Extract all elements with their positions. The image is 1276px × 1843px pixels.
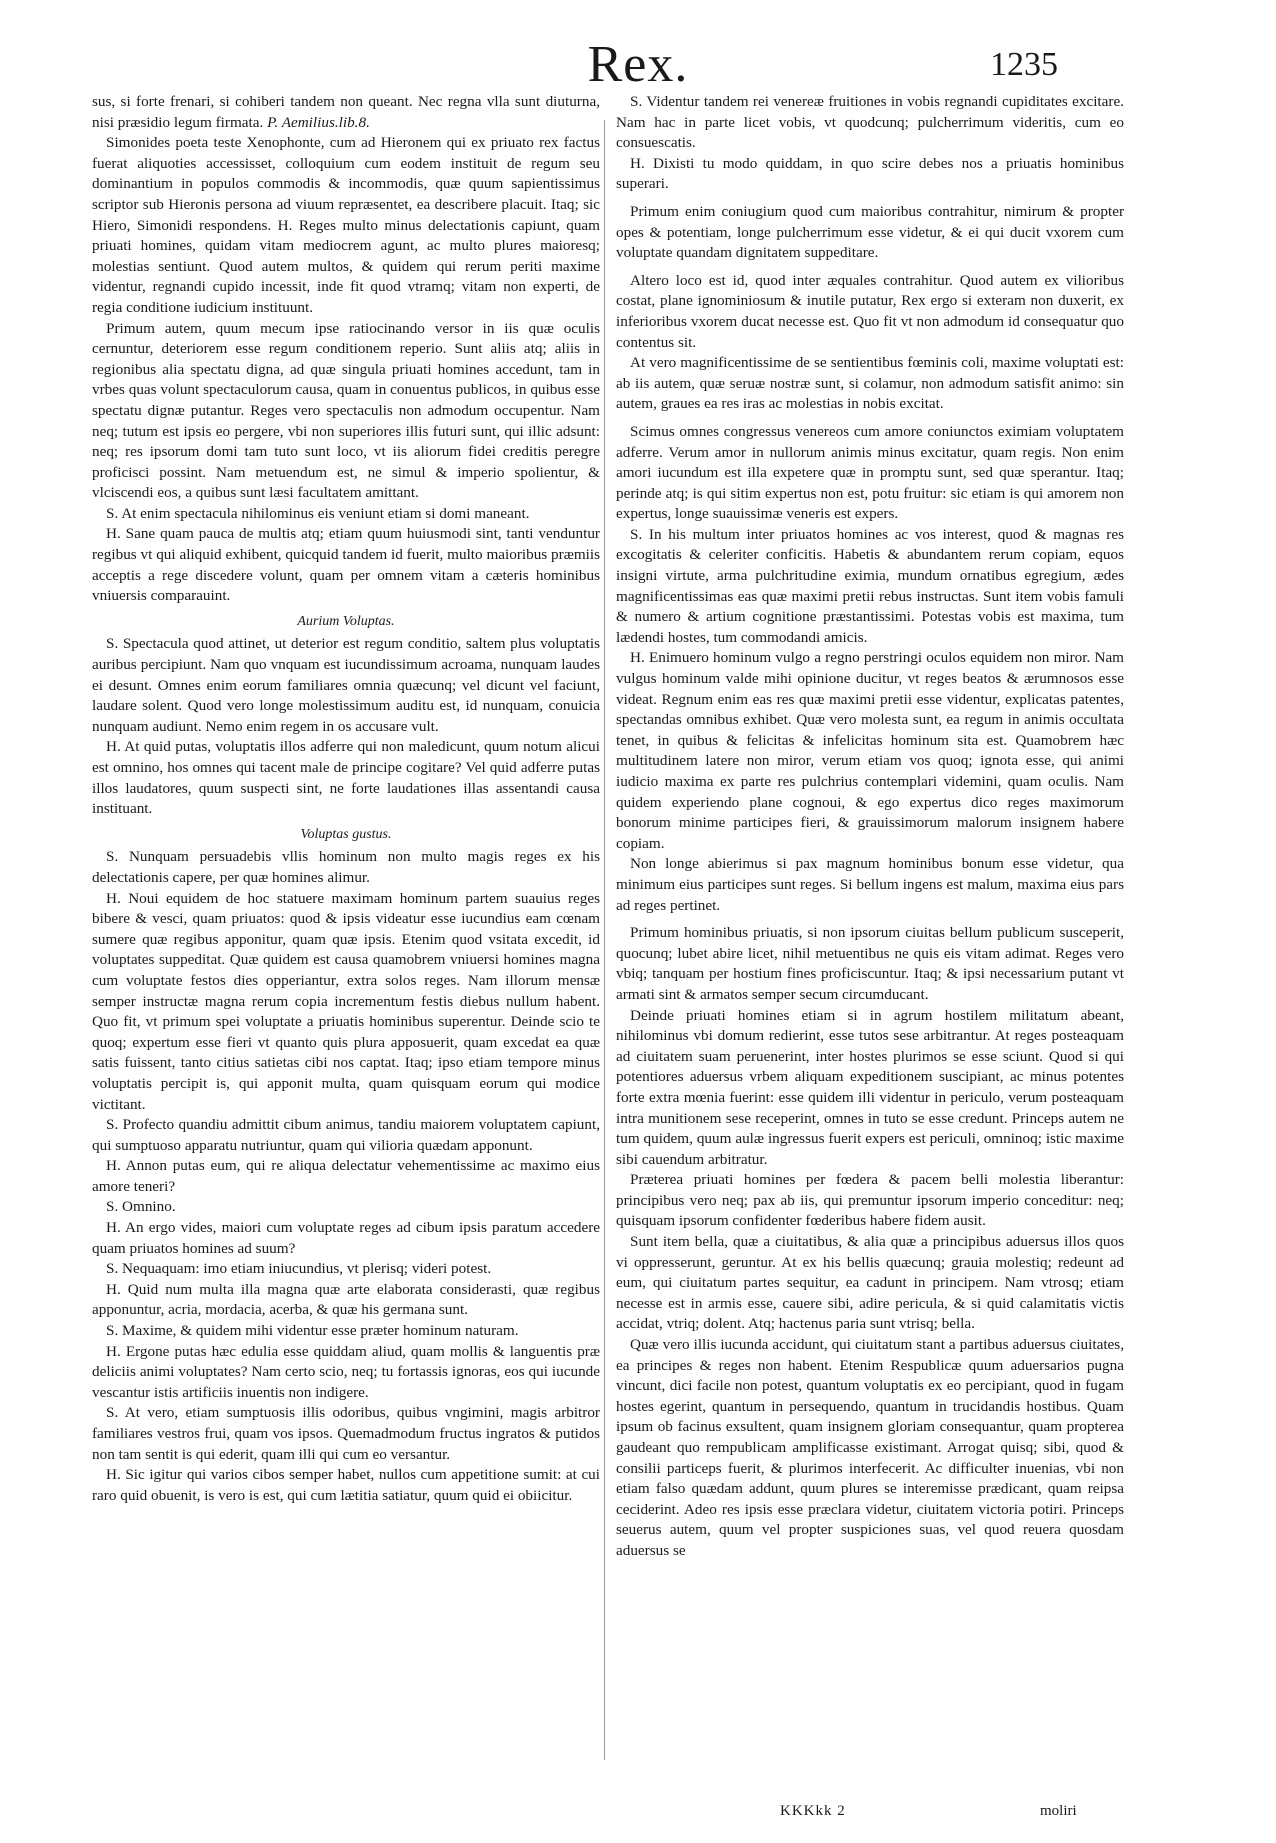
paragraph: Scimus omnes congressus venereos cum amore coniunctos eximiam voluptatem adferre. Verum amor in nullorum animis minus excitatur, quam regis. Non enim amori iucundum est illa expetere quæ in promptu sunt, sed quæ sperantur. Itaq; perinde atq; is qui sitim expertus non est, potu fruitur: sic etiam is qui amorem non expertus, longe suauissimæ veneris est expers. <box>616 422 1124 523</box>
paragraph: H. At quid putas, voluptatis illos adferre qui non maledicunt, quum notum alicui est omnino, hos omnes qui tacent male de principe cogitare? Vel quid adferre putas illos laudatores, quum suspecti sint, ne forte laudationes illas assentandi causa instituant. <box>92 738 600 818</box>
paragraph: H. An ergo vides, maiori cum voluptate reges ad cibum ipsis paratum accedere quam priuatos homines ad suum? <box>92 1219 600 1257</box>
paragraph: S. Profecto quandiu admittit cibum animus, tandiu maiorem voluptatem capiunt, qui sumptuoso apparatu nutriuntur, quam qui vilioria quædam apponunt. <box>92 1116 600 1154</box>
paragraph: H. Enimuero hominum vulgo a regno perstringi oculos equidem non miror. Nam vulgus hominum valde mihi opinione ducitur, vt reges beatos & ærumnosos esse videat. Regnum enim eas res quæ maximi pretii esse videntur, explicatas patentes, spectandas omnibus exhibet. Quæ vero molesta sunt, ea regum in animis occultata tenet, in quibus & felicitas & infelicitas hominum sita est. Quamobrem hæc multitudinem latere non miror, verum etiam vos quoq; ignota esse, qui animi iudicio maxima ex parte res pulchrius contemplari videmini, quam oculis. Nam quidem experiendo plane cognoui, & ego expertus dico reges maximorum bonorum minime participes fieri, & grauissimorum malorum insignem habere copiam. <box>616 649 1124 852</box>
section-heading: Voluptas gustus. <box>300 826 392 842</box>
paragraph: Non longe abierimus si pax magnum hominibus bonum esse videtur, qua minimum eius participes sunt reges. Si bellum ingens est malum, maxima eius pars ad reges pertinet. <box>616 855 1124 914</box>
paragraph: H. Annon putas eum, qui re aliqua delectatur vehementissime ac maximo eius amore teneri? <box>92 1157 600 1195</box>
paragraph: S. Omnino. <box>106 1198 176 1216</box>
signature-mark: KKKkk 2 <box>780 1803 846 1819</box>
paragraph: Primum enim coniugium quod cum maioribus contrahitur, nimirum & propter opes & potentiam, longe pulcherrimum esse videtur, & ei qui ducit vxorem cum voluptate quandam dignitatem suppeditare. <box>616 202 1124 262</box>
paragraph: At vero magnificentissime de se sentientibus fœminis coli, maxime voluptati est: ab iis autem, quæ seruæ nostræ sunt, si colamur, non admodum satisfit animo: sin autem, graues ea res iras ac molestias in nobis excitat. <box>616 354 1124 413</box>
page-header <box>0 30 1276 100</box>
right-column <box>616 92 1124 1562</box>
paragraph: H. Sic igitur qui varios cibos semper habet, nullos cum appetitione sumit: at cui raro quid obuenit, is vero is est, qui cum lætitia satiatur, quum quid ei obiicitur. <box>92 1466 600 1504</box>
paragraph: S. At enim spectacula nihilominus eis veniunt etiam si domi maneant. <box>106 504 530 522</box>
paragraph: Altero loco est id, quod inter æquales contrahitur. Quod autem ex vilioribus costat, plane ignominiosum & inutile putatur, Rex ergo si exteram non duxerit, ex inferioribus vxorem ducat necesse est. Quo fit vt non admodum id consequatur quo contentus sit. <box>616 271 1124 351</box>
paragraph: Præterea priuati homines per fœdera & pacem belli molestia liberantur: principibus vero neq; pax ab iis, qui premuntur ipsorum imperio conceditur: neq; quisquam ipsorum confidenter fœderibus habere fidem ausit. <box>616 1171 1124 1230</box>
section-heading: Aurium Voluptas. <box>297 613 395 629</box>
paragraph: S. At vero, etiam sumptuosis illis odoribus, quibus vngimini, magis arbitror familiares vestros frui, quam vos ipsos. Quemadmodum fructus ingratos & putidos non tam sentit is qui ederit, quam illi qui cum eo versantur. <box>92 1404 600 1463</box>
paragraph-text: sus, si forte frenari, si cohiberi tandem non queant. Nec regna vlla sunt diuturna, nisi præsidio legum firmata. <box>92 93 600 131</box>
paragraph: S. Spectacula quod attinet, ut deterior est regum conditio, saltem plus voluptatis auribus percipiunt. Nam quo vnquam est iucundissimum acroama, nunquam laudes ei desunt. Omnes enim eorum familiares omnia quæcunq; vel dicunt vel faciunt, laudare solent. Quod vero longe molestissimum auditu est, id nunquam, conuicia nunquam audiunt. Nemo enim regem in os accusare vult. <box>92 635 600 735</box>
paragraph: S. In his multum inter priuatos homines ac vos interest, quod & magnas res excogitatis & celeriter conficitis. Habetis & abundantem rerum copiam, equos insigni virtute, arma pulchritudine eximia, mundum ornatibus egregium, ædes magnificentissimas eas quæ maximi pretii rebus instructas. Sunt item vobis famuli & numero & artium cognitione præstantissimi. Potestas vobis est maxima, tum lædendi hostes, tum commodandi amicis. <box>616 525 1124 646</box>
paragraph: H. Sane quam pauca de multis atq; etiam quum huiusmodi sint, tanti venduntur regibus vt qui aliquid exhibent, quicquid tandem id fuerit, multo maioribus præmiis acceptis a rege discedere volunt, quam per omnem vitam a cæteris hominibus vniuersis comparauint. <box>92 525 600 605</box>
paragraph <box>92 92 600 133</box>
paragraph: Quæ vero illis iucunda accidunt, qui ciuitatum stant a partibus aduersus ciuitates, ea principes & reges non habent. Etenim Respublicæ quum aduersarios pugna vincunt, dici facile non potest, quantum voluptatis ex eo percipiant, quod in fugam hostes egerint, quantum in persequendo, quantum in trucidandis hostibus. Quam ipsum ob facinus exsultent, quam insignem gloriam consequantur, quam propterea gaudeant quo rempublicam amplificasse existimant. Arrogat quisq; sibi, quod & consilii particeps fuerit, & plurimos interfecerit. Ac difficulter inuenias, vbi non etiam falso quædam addunt, quum plures se interemisse prædicant, quam reipsa ceciderint. Adeo res ipsis esse præclara videtur, ciuitatem victoria potiri. Princeps seuerus autem, quum vel propter suspiciones suas, vel quod reuera quosdam aduersus se <box>616 1336 1124 1559</box>
running-title: Rex. <box>587 36 689 93</box>
paragraph: H. Dixisti tu modo quiddam, in quo scire debes nos a priuatis hominibus superari. <box>616 154 1124 193</box>
page-number: 1235 <box>990 46 1058 83</box>
paragraph: S. Nequaquam: imo etiam iniucundius, vt plerisq; videri potest. <box>106 1260 492 1278</box>
catchword: moliri <box>1040 1803 1077 1819</box>
paragraph: Deinde priuati homines etiam si in agrum hostilem militatum abeant, nihilominus vbi domum redierint, esse tutos sese arbitrantur. At reges posteaquam ad ciuitatem suam peruenerint, inter hostes plurimos se esse sciunt. Quod si qui potentiores aduersus vrbem aliquam expeditionem suscipiant, ac minus potentes forte extra mœnia fuerint: esse quidem illi videntur in periculo, verum posteaquam intra munitionem sese receperint, omnes in tuto se esse credunt. Princeps autem ne tum quidem, quum aulæ ingressus fuerit expers est periculi, omninoq; istic maxime sibi cauendum arbitratur. <box>616 1006 1124 1168</box>
paragraph: S. Nunquam persuadebis vllis hominum non multo magis reges ex his delectationis capere, per quæ homines alimur. <box>92 848 600 886</box>
paragraph: H. Ergone putas hæc edulia esse quiddam aliud, quam mollis & languentis præ deliciis animi voluptates? Nam certo scio, neq; tu fortassis ignoras, eos qui iucunde vescantur istis artificiis inuentis non indigere. <box>92 1342 600 1401</box>
paragraph: S. Videntur tandem rei venereæ fruitiones in vobis regnandi cupiditates excitare. Nam hac in parte licet vobis, vt quodcunq; pulcherrimum videritis, cum eo consuescatis. <box>616 93 1124 152</box>
column-divider <box>604 120 605 1760</box>
paragraph: Primum hominibus priuatis, si non ipsorum ciuitas bellum publicum susceperit, quocunq; lubet abire licet, nihil metuentibus ne quis eis vitam adimat. Reges vero vbiq; tanquam per hostium fines proficiscuntur. Itaq; & ipsi necessarium putant vt armati sint & armatos semper secum circumducant. <box>616 924 1124 1003</box>
paragraph: Primum autem, quum mecum ipse ratiocinando versor in iis quæ oculis cernuntur, deteriorem esse regum conditionem reperio. Sunt aliis atq; aliis in regionibus alia spectatu digna, ad quæ singula priuati homines accedunt, tam in vrbes quas volunt spectaculorum causa, quam in conuentus publicos, in quibus esse spectatu dignæ putantur. Reges vero spectaculis non admodum occupentur. Nam neq; tutum est ipsis eo pergere, vbi non superiores illis futuri sunt, qui illic adsunt: neq; res ipsorum domi tam tuto sunt loco, vt iis aliorum fidei creditis peregre proficisci possint. Nam metuendum est, ne simul & imperio spolientur, & vlciscendi eos, a quibus sunt læsi facultatem amittant. <box>92 319 600 502</box>
citation: P. Aemilius.lib.8. <box>267 113 370 131</box>
paragraph: H. Quid num multa illa magna quæ arte elaborata considerasti, quæ regibus apponuntur, acria, mordacia, acerba, & quæ his germana sunt. <box>92 1280 600 1319</box>
paragraph: Simonides poeta teste Xenophonte, cum ad Hieronem qui ex priuato rex factus fuerat aliquoties accessisset, colloquium cum eodem instituit de regum seu dominantium in populos commodis & incommodis, quæ quum sapientissimus scriptor sub Hieronis persona ad viuum repræsentet, ea describere placuit. Itaq; sic Hiero, Simonidi respondens. H. Reges multo minus delectationis capiunt, quam priuati homines, quidam vitam mediocrem agunt, ac multo plures maioresq; molestias sentiunt. Quod autem multos, & quidem qui rerum periti maxime videntur, regnandi cupido incessit, inde fit quod vtramq; vitam non experti, de regia conditione iudicium instituunt. <box>92 134 600 316</box>
paragraph: S. Maxime, & quidem mihi videntur esse præter hominum naturam. <box>106 1322 519 1340</box>
paragraph: Sunt item bella, quæ a ciuitatibus, & alia quæ a principibus aduersus illos quos vi oppresserunt, geruntur. At ex his bellis quæcunq; grauia molestiq; redeunt ad eum, qui ciuitatum partes sequitur, ea cadunt in principem. Nam vtrosq; etiam necesse est in armis esse, cauere sibi, adire pericula, & si quid calamitatis victis accidat, vtriq; dolent. Atq; hactenus paria sunt vtrisq; bella. <box>616 1233 1124 1333</box>
left-column <box>92 92 600 1506</box>
paragraph: H. Noui equidem de hoc statuere maximam hominum partem suauius reges bibere & vesci, quam priuatos: quod & ipsis videatur esse iucundius eam cœnam sumere quæ regibus apponitur, quam quæ ipsis. Etenim quod vsitata excedit, id voluptates suppeditat. Quæ quidem est causa quamobrem vniuersi homines magna cum voluptate festos dies opperiantur, extra solos reges. Nam illorum mensæ semper instructæ magna rerum copia incrementum festis diebus nullum habent. Quo fit, vt primum spei voluptate a priuatis hominibus superentur. Deinde scio te quoq; expertum esse fieri vt quanto quis plura apposuerit, quam excedat ea quæ satis fuissent, tanto citius satietas cibi nos captat. Itaq; ipso etiam tempore minus voluptatis percipit is, qui apponit multa, quam quisquam eorum qui modice victitant. <box>92 889 600 1113</box>
